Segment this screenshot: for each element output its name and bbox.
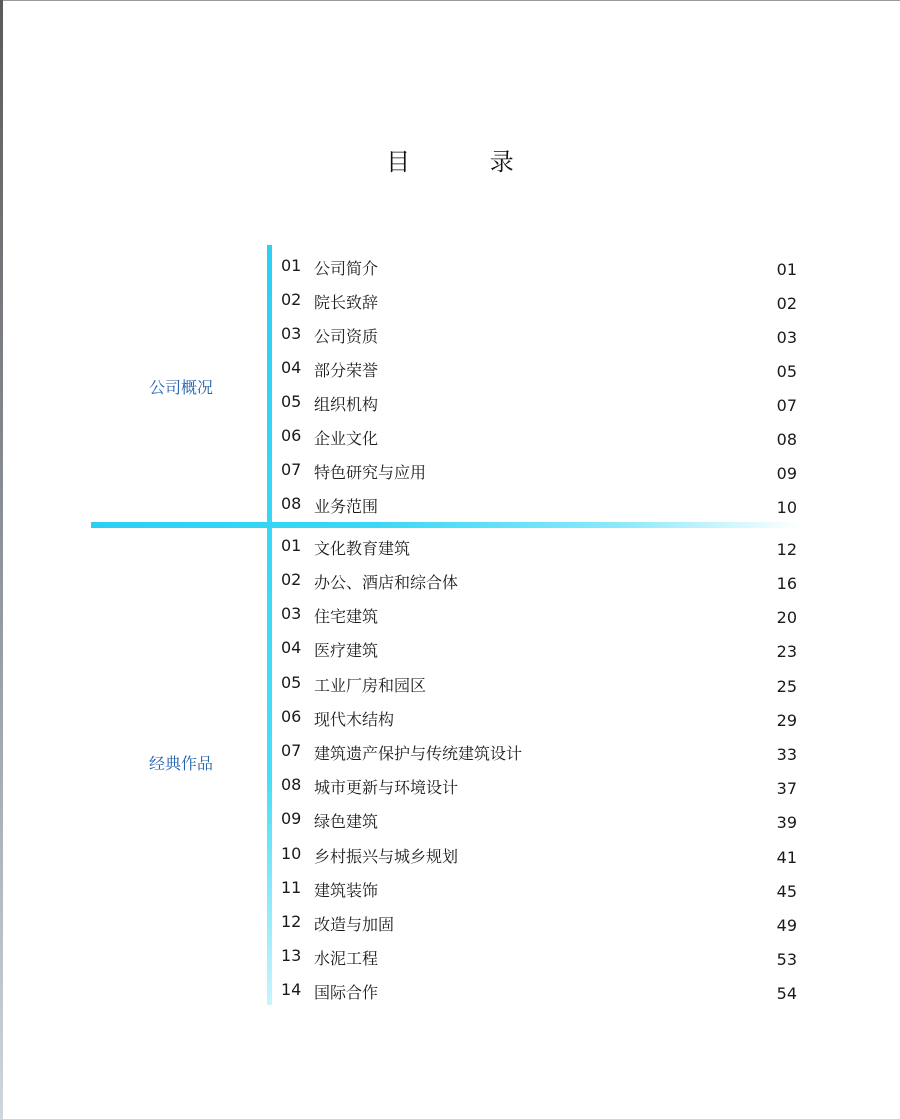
toc-entry-title: 办公、酒店和综合体 <box>314 573 459 592</box>
toc-horizontal-divider <box>91 522 801 528</box>
toc-entry-number: 01 <box>281 536 302 555</box>
toc-entry-page: 41 <box>776 848 797 867</box>
toc-entry-title: 现代木结构 <box>314 710 395 729</box>
toc-entry-title: 文化教育建筑 <box>314 539 411 558</box>
toc-entry-number: 03 <box>281 324 302 343</box>
toc-entry-page: 49 <box>776 916 797 935</box>
toc-entry-title: 公司简介 <box>314 259 379 278</box>
toc-entry[interactable] <box>281 494 801 520</box>
toc-entry-title: 组织机构 <box>314 395 379 414</box>
toc-entry-number: 14 <box>281 980 302 999</box>
toc-entry-number: 04 <box>281 358 302 377</box>
toc-entry[interactable] <box>281 775 801 801</box>
toc-entry-number: 02 <box>281 570 302 589</box>
toc-entry[interactable] <box>281 844 801 870</box>
toc-entry-page: 08 <box>776 430 797 449</box>
toc-entry[interactable] <box>281 604 801 630</box>
toc-entry-page: 29 <box>776 711 797 730</box>
toc-entry-number: 02 <box>281 290 302 309</box>
toc-entry-number: 11 <box>281 878 302 897</box>
toc-entry-number: 13 <box>281 946 302 965</box>
toc-entry-page: 01 <box>776 260 797 279</box>
toc-entry-page: 07 <box>776 396 797 415</box>
toc-entry-page: 25 <box>776 677 797 696</box>
toc-entry-title: 绿色建筑 <box>314 812 379 831</box>
toc-entry[interactable] <box>281 392 801 418</box>
toc-entry-page: 02 <box>776 294 797 313</box>
toc-entry-page: 09 <box>776 464 797 483</box>
toc-entry-title: 国际合作 <box>314 983 379 1002</box>
toc-entry[interactable] <box>281 673 801 699</box>
toc-entry-title: 特色研究与应用 <box>314 463 427 482</box>
toc-entry-title: 部分荣誉 <box>314 361 379 380</box>
toc-entry-title: 院长致辞 <box>314 293 379 312</box>
toc-entry-number: 06 <box>281 707 302 726</box>
toc-entry-title: 乡村振兴与城乡规划 <box>314 847 459 866</box>
toc-entry[interactable] <box>281 460 801 486</box>
toc-entry-title: 业务范围 <box>314 497 379 516</box>
toc-entry-number: 05 <box>281 392 302 411</box>
section-label-classic-works: 经典作品 <box>148 754 213 773</box>
toc-entry-page: 05 <box>776 362 797 381</box>
toc-entry-number: 04 <box>281 638 302 657</box>
toc-entry-page: 45 <box>776 882 797 901</box>
toc-entry-page: 16 <box>776 574 797 593</box>
toc-entry-number: 07 <box>281 741 302 760</box>
toc-entry-title: 建筑装饰 <box>314 881 379 900</box>
toc-entry-title: 工业厂房和园区 <box>314 676 427 695</box>
toc-entry[interactable] <box>281 878 801 904</box>
toc-entry-page: 33 <box>776 745 797 764</box>
toc-entry[interactable] <box>281 536 801 562</box>
toc-entry-page: 03 <box>776 328 797 347</box>
toc-entry-title: 改造与加固 <box>314 915 395 934</box>
toc-entry-title: 企业文化 <box>314 429 379 448</box>
toc-entry-title: 公司资质 <box>314 327 379 346</box>
toc-entry[interactable] <box>281 707 801 733</box>
toc-entry-page: 10 <box>776 498 797 517</box>
toc-entry-number: 08 <box>281 775 302 794</box>
toc-entry-page: 54 <box>776 984 797 1003</box>
toc-entry[interactable] <box>281 980 801 1006</box>
toc-entry[interactable] <box>281 741 801 767</box>
toc-entry-number: 03 <box>281 604 302 623</box>
toc-entry-number: 10 <box>281 844 302 863</box>
toc-entry[interactable] <box>281 912 801 938</box>
toc-entry-number: 07 <box>281 460 302 479</box>
toc-entry-title: 住宅建筑 <box>314 607 379 626</box>
toc-entry[interactable] <box>281 290 801 316</box>
toc-entry-number: 01 <box>281 256 302 275</box>
toc-entry-title: 城市更新与环境设计 <box>314 778 459 797</box>
page-title: 目 录 <box>386 148 550 176</box>
page-top-border <box>0 0 900 1</box>
toc-entry[interactable] <box>281 426 801 452</box>
toc-entry-page: 37 <box>776 779 797 798</box>
toc-entry-page: 20 <box>776 608 797 627</box>
toc-entry-page: 23 <box>776 642 797 661</box>
toc-vertical-divider <box>267 245 272 1005</box>
toc-entry-number: 12 <box>281 912 302 931</box>
toc-entry[interactable] <box>281 809 801 835</box>
toc-entry-title: 水泥工程 <box>314 949 379 968</box>
toc-entry-page: 12 <box>776 540 797 559</box>
toc-entry-number: 08 <box>281 494 302 513</box>
toc-entry[interactable] <box>281 570 801 596</box>
toc-entry-number: 05 <box>281 673 302 692</box>
toc-entry[interactable] <box>281 946 801 972</box>
toc-entry-page: 39 <box>776 813 797 832</box>
toc-entry[interactable] <box>281 638 801 664</box>
toc-entry-number: 09 <box>281 809 302 828</box>
toc-entry-title: 医疗建筑 <box>314 641 379 660</box>
section-label-company-overview: 公司概况 <box>148 378 213 397</box>
toc-entry[interactable] <box>281 256 801 282</box>
toc-entry-title: 建筑遗产保护与传统建筑设计 <box>314 744 523 763</box>
toc-entry[interactable] <box>281 324 801 350</box>
toc-entry-number: 06 <box>281 426 302 445</box>
toc-entry[interactable] <box>281 358 801 384</box>
toc-entry-page: 53 <box>776 950 797 969</box>
